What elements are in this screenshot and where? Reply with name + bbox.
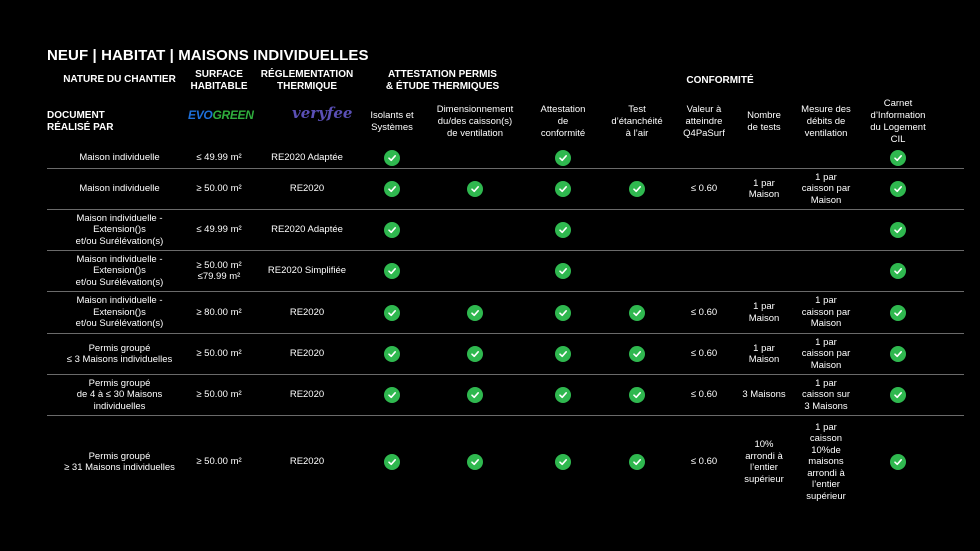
cell-attest (528, 210, 598, 250)
check-icon (384, 150, 400, 166)
header-attestation: ATTESTATION PERMIS & ÉTUDE THERMIQUES (385, 69, 500, 92)
cell-cil (858, 416, 938, 508)
check-icon (629, 181, 645, 197)
evogreen-logo: EVOGREEN (188, 108, 254, 122)
cell-attest (528, 251, 598, 291)
cell-mesure (794, 148, 858, 168)
cell-nombre: 10% arrondi à l’entier supérieur (744, 439, 784, 485)
cell-isolants (362, 292, 422, 333)
cell-valeur: ≤ 0.60 (690, 306, 718, 318)
cell-dim (422, 251, 528, 291)
subheader-isolants: Isolants et Systèmes (370, 110, 414, 133)
subheader-mesure: Mesure des débits de ventilation (801, 104, 851, 139)
cell-isolants (362, 148, 422, 168)
cell-surface: ≥ 50.00 m² (196, 348, 242, 360)
page-title: NEUF | HABITAT | MAISONS INDIVIDUELLES (47, 47, 369, 64)
cell-dim (422, 416, 528, 508)
subheader-dim: Dimensionnement du/des caisson(s) de ventilation (436, 104, 514, 139)
cell-reg: RE2020 Adaptée (271, 224, 343, 236)
cell-test (600, 210, 674, 250)
cell-surface: ≥ 80.00 m² (196, 306, 242, 318)
header-document: DOCUMENT RÉALISÉ PAR (47, 110, 114, 133)
cell-test (600, 292, 674, 333)
check-icon (555, 150, 571, 166)
check-icon (890, 346, 906, 362)
check-icon (555, 346, 571, 362)
check-icon (629, 346, 645, 362)
subheader-test: Test d’étanchéité à l’air (611, 104, 663, 139)
check-icon (890, 222, 906, 238)
cell-reg: RE2020 Simplifiée (267, 265, 347, 277)
cell-nature: Maison individuelle - Extension()s et/ou Surélévation(s) (75, 212, 164, 247)
check-icon (467, 181, 483, 197)
check-icon (384, 305, 400, 321)
check-icon (629, 387, 645, 403)
cell-test (600, 148, 674, 168)
check-icon (384, 222, 400, 238)
cell-valeur: ≤ 0.60 (690, 183, 718, 195)
check-icon (555, 387, 571, 403)
subheader-nombre: Nombre de tests (747, 110, 781, 133)
cell-dim (422, 375, 528, 415)
subheader-attest: Attestation de conformité (540, 104, 586, 139)
cell-surface: ≤ 49.99 m² (196, 152, 242, 164)
header-reglementation: RÉGLEMENTATION THERMIQUE (260, 69, 354, 92)
cell-test (600, 416, 674, 508)
cell-isolants (362, 416, 422, 508)
cell-attest (528, 334, 598, 374)
check-icon (467, 346, 483, 362)
cell-nature: Maison individuelle (79, 152, 160, 164)
check-icon (384, 181, 400, 197)
cell-cil (858, 210, 938, 250)
check-icon (890, 387, 906, 403)
cell-test (600, 169, 674, 209)
cell-nombre: 3 Maisons (742, 389, 786, 401)
cell-cil (858, 375, 938, 415)
subheader-cil: Carnet d’Information du Logement CIL (870, 98, 926, 145)
cell-mesure: 1 par caisson par Maison (801, 336, 851, 371)
cell-cil (858, 148, 938, 168)
cell-cil (858, 169, 938, 209)
cell-cil (858, 334, 938, 374)
check-icon (890, 150, 906, 166)
cell-attest (528, 148, 598, 168)
cell-nombre (734, 251, 794, 291)
cell-nature: Maison individuelle - Extension()s et/ou Surélévation(s) (75, 295, 164, 330)
check-icon (890, 263, 906, 279)
check-icon (555, 263, 571, 279)
cell-dim (422, 334, 528, 374)
cell-cil (858, 251, 938, 291)
cell-nature: Permis groupé de 4 à ≤ 30 Maisons individuelles (76, 377, 163, 412)
check-icon (555, 222, 571, 238)
check-icon (890, 305, 906, 321)
cell-cil (858, 292, 938, 333)
check-icon (384, 387, 400, 403)
cell-dim (422, 169, 528, 209)
cell-reg: RE2020 (289, 306, 325, 318)
cell-isolants (362, 169, 422, 209)
cell-nombre (734, 148, 794, 168)
cell-valeur (674, 251, 734, 291)
cell-nombre: 1 par Maison (748, 342, 780, 365)
cell-attest (528, 416, 598, 508)
cell-mesure (794, 251, 858, 291)
cell-nombre: 1 par Maison (748, 301, 780, 324)
header-conformite: CONFORMITÉ (686, 75, 754, 86)
cell-surface: ≥ 50.00 m² (196, 183, 242, 195)
cell-reg: RE2020 Adaptée (271, 152, 343, 164)
cell-isolants (362, 375, 422, 415)
check-icon (629, 454, 645, 470)
cell-dim (422, 210, 528, 250)
check-icon (555, 305, 571, 321)
cell-valeur (674, 148, 734, 168)
check-icon (890, 454, 906, 470)
header-surface: SURFACE HABITABLE (190, 69, 248, 92)
check-icon (555, 454, 571, 470)
check-icon (467, 454, 483, 470)
cell-valeur: ≤ 0.60 (690, 389, 718, 401)
check-icon (384, 263, 400, 279)
header-nature: NATURE DU CHANTIER (63, 74, 176, 85)
cell-valeur: ≤ 0.60 (690, 456, 718, 468)
cell-reg: RE2020 (289, 456, 325, 468)
cell-isolants (362, 251, 422, 291)
cell-mesure: 1 par caisson par Maison (801, 171, 851, 206)
check-icon (629, 305, 645, 321)
cell-valeur (674, 210, 734, 250)
cell-reg: RE2020 (289, 348, 325, 360)
check-icon (555, 181, 571, 197)
cell-test (600, 375, 674, 415)
cell-isolants (362, 210, 422, 250)
cell-nature: Maison individuelle (79, 183, 160, 195)
cell-dim (422, 148, 528, 168)
cell-nombre (734, 210, 794, 250)
check-icon (890, 181, 906, 197)
check-icon (384, 346, 400, 362)
cell-reg: RE2020 (289, 183, 325, 195)
check-icon (467, 387, 483, 403)
check-icon (384, 454, 400, 470)
cell-nombre: 1 par Maison (748, 177, 780, 200)
cell-surface: ≥ 50.00 m² (196, 456, 242, 468)
cell-nature: Permis groupé ≤ 3 Maisons individuelles (66, 342, 173, 365)
cell-test (600, 251, 674, 291)
cell-isolants (362, 334, 422, 374)
cell-surface: ≥ 50.00 m² (196, 389, 242, 401)
cell-surface: ≤ 49.99 m² (196, 224, 242, 236)
cell-nature: Permis groupé ≥ 31 Maisons individuelles (64, 450, 175, 473)
cell-attest (528, 169, 598, 209)
cell-dim (422, 292, 528, 333)
veryfee-logo: veryfee (292, 104, 353, 122)
cell-mesure: 1 par caisson par Maison (801, 295, 851, 330)
subheader-valeur: Valeur à atteindre Q4PaSurf (683, 104, 725, 139)
cell-test (600, 334, 674, 374)
cell-nature: Maison individuelle - Extension()s et/ou Surélévation(s) (75, 253, 164, 288)
cell-mesure (794, 210, 858, 250)
check-icon (467, 305, 483, 321)
cell-reg: RE2020 (289, 389, 325, 401)
cell-attest (528, 292, 598, 333)
cell-mesure: 1 par caisson sur 3 Maisons (801, 377, 851, 412)
cell-mesure: 1 par caisson 10%de maisons arrondi à l’entier supérieur (806, 421, 846, 502)
cell-valeur: ≤ 0.60 (690, 348, 718, 360)
cell-attest (528, 375, 598, 415)
cell-surface: ≥ 50.00 m² ≤79.99 m² (196, 259, 242, 282)
